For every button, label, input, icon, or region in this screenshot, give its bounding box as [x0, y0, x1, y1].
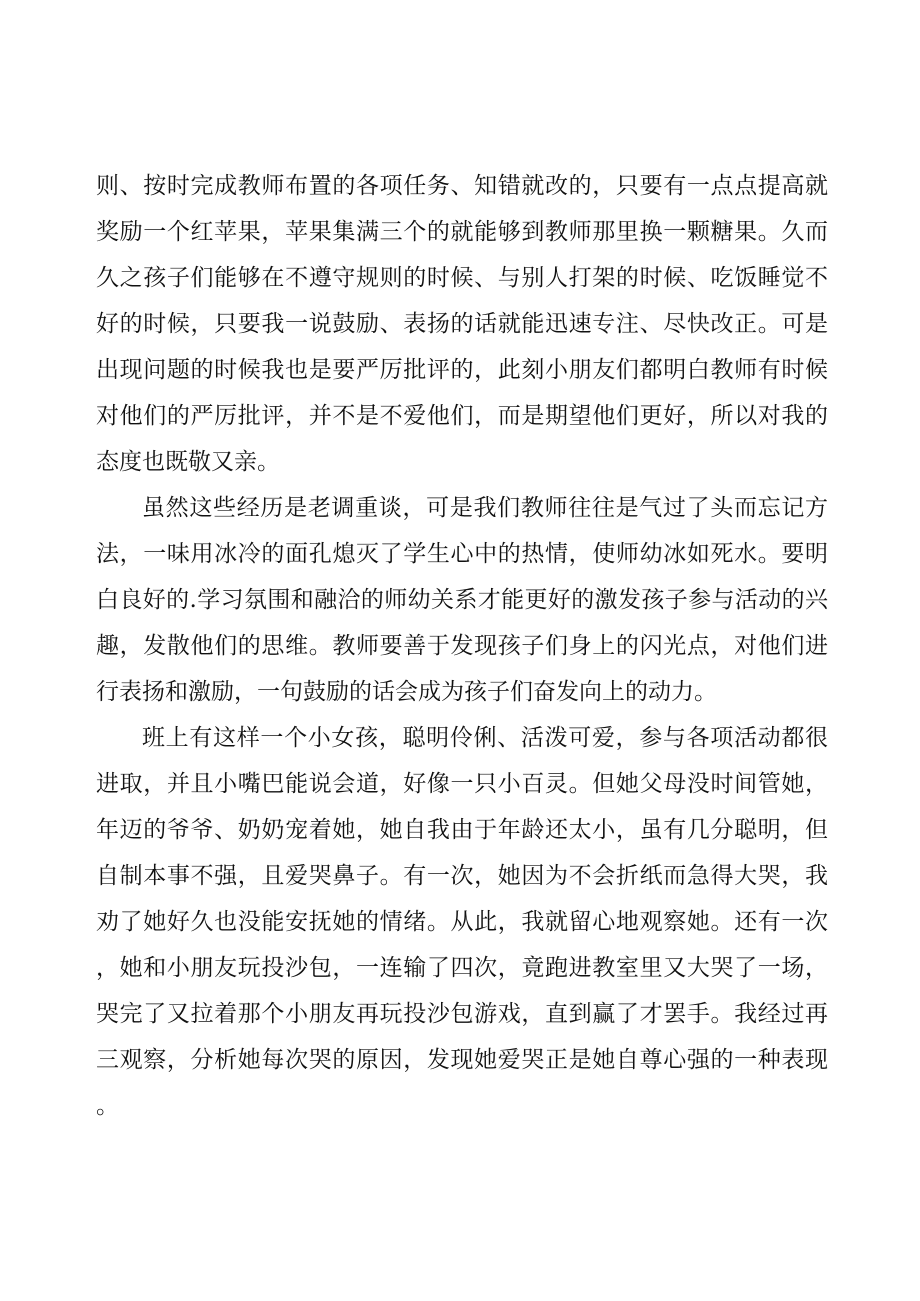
document-body — [96, 163, 828, 1129]
paragraph-3: 班上有这样一个小女孩，聪明伶俐、活泼可爱，参与各项活动都很进取，并且小嘴巴能说会道，好像一只小百灵。但她父母没时间管她，年迈的爷爷、奶奶宠着她，她自我由于年龄还太小，虽有几分聪明，但自制本事不强，且爱哭鼻子。有一次，她因为不会折纸而急得大哭，我劝了她好久也没能安抚她的情绪。从此，我就留心地观察她。还有一次，她和小朋友玩投沙包，一连输了四次，竟跑进教室里又大哭了一场，哭完了又拉着那个小朋友再玩投沙包游戏，直到赢了才罢手。我经过再三观察，分析她每次哭的原因，发现她爱哭正是她自尊心强的一种表现。 — [96, 725, 828, 1119]
paragraph-1: 则、按时完成教师布置的各项任务、知错就改的，只要有一点点提高就奖励一个红苹果，苹果集满三个的就能够到教师那里换一颗糖果。久而久之孩子们能够在不遵守规则的时候、与别人打架的时候、吃饭睡觉不好的时候，只要我一说鼓励、表扬的话就能迅速专注、尽快改正。可是出现问题的时候我也是要严厉批评的，此刻小朋友们都明白教师有时候对他们的严厉批评，并不是不爱他们，而是期望他们更好，所以对我的态度也既敬又亲。 — [96, 173, 828, 475]
paragraph-2: 虽然这些经历是老调重谈，可是我们教师往往是气过了头而忘记方法，一味用冰冷的面孔熄灭了学生心中的热情，使师幼冰如死水。要明白良好的.学习氛围和融洽的师幼关系才能更好的激发孩子参与活动的兴趣，发散他们的思维。教师要善于发现孩子们身上的闪光点，对他们进行表扬和激励，一句鼓励的话会成为孩子们奋发向上的动力。 — [96, 495, 828, 705]
